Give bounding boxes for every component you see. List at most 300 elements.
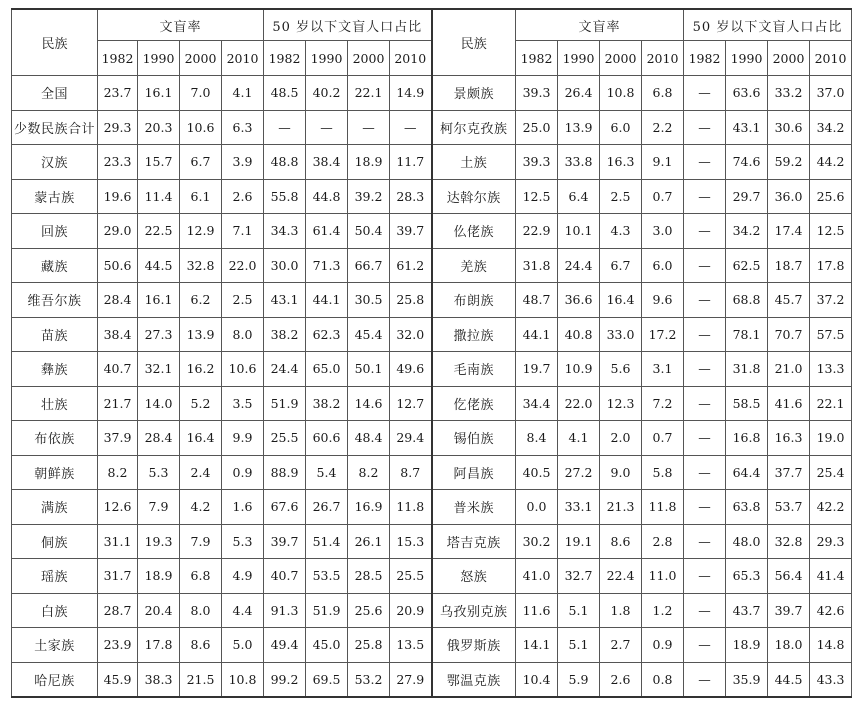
data-cell: 4.3 bbox=[600, 214, 642, 249]
data-cell: 50.6 bbox=[98, 248, 138, 283]
data-cell: 1.2 bbox=[642, 593, 684, 628]
data-cell: 10.6 bbox=[222, 352, 264, 387]
data-cell: 66.7 bbox=[348, 248, 390, 283]
data-cell: — bbox=[684, 179, 726, 214]
data-cell: 6.3 bbox=[222, 110, 264, 145]
data-cell: 4.4 bbox=[222, 593, 264, 628]
data-cell: 22.4 bbox=[600, 559, 642, 594]
table-row bbox=[12, 110, 852, 145]
data-cell: 13.5 bbox=[390, 628, 432, 663]
data-cell: 34.2 bbox=[726, 214, 768, 249]
data-cell: 64.4 bbox=[726, 455, 768, 490]
data-cell: 16.2 bbox=[180, 352, 222, 387]
data-cell: 49.6 bbox=[390, 352, 432, 387]
data-cell: 28.4 bbox=[138, 421, 180, 456]
data-cell: 11.7 bbox=[390, 145, 432, 180]
data-cell: 40.2 bbox=[306, 76, 348, 111]
table-body bbox=[12, 76, 852, 698]
data-cell: 22.0 bbox=[558, 386, 600, 421]
data-cell: 19.7 bbox=[516, 352, 558, 387]
data-cell: 34.3 bbox=[264, 214, 306, 249]
data-cell: 6.2 bbox=[180, 283, 222, 318]
data-cell: 22.0 bbox=[222, 248, 264, 283]
data-cell: 69.5 bbox=[306, 662, 348, 697]
data-cell: 31.8 bbox=[726, 352, 768, 387]
year-header: 2000 bbox=[768, 41, 810, 76]
data-cell: 19.3 bbox=[138, 524, 180, 559]
data-cell: 11.8 bbox=[642, 490, 684, 525]
data-cell: 28.4 bbox=[98, 283, 138, 318]
data-cell: 16.4 bbox=[600, 283, 642, 318]
ethnicity-name-left: 全国 bbox=[12, 76, 98, 111]
data-cell: 5.3 bbox=[138, 455, 180, 490]
table-row bbox=[12, 524, 852, 559]
data-cell: 61.2 bbox=[390, 248, 432, 283]
data-cell: 31.1 bbox=[98, 524, 138, 559]
data-cell: 2.8 bbox=[642, 524, 684, 559]
data-cell: 48.7 bbox=[516, 283, 558, 318]
ethnicity-name-left: 侗族 bbox=[12, 524, 98, 559]
data-cell: — bbox=[684, 559, 726, 594]
data-cell: 68.8 bbox=[726, 283, 768, 318]
data-cell: 55.8 bbox=[264, 179, 306, 214]
data-cell: 25.6 bbox=[348, 593, 390, 628]
data-cell: 26.4 bbox=[558, 76, 600, 111]
data-cell: 40.5 bbox=[516, 455, 558, 490]
data-cell: 48.8 bbox=[264, 145, 306, 180]
data-cell: 25.5 bbox=[390, 559, 432, 594]
data-cell: 21.7 bbox=[98, 386, 138, 421]
year-header: 2010 bbox=[642, 41, 684, 76]
table-row bbox=[12, 145, 852, 180]
data-cell: 51.9 bbox=[306, 593, 348, 628]
ethnicity-name-right: 达斡尔族 bbox=[432, 179, 516, 214]
data-cell: 5.4 bbox=[306, 455, 348, 490]
data-cell: 48.0 bbox=[726, 524, 768, 559]
illiteracy-rate-header-left: 文盲率 bbox=[98, 9, 264, 41]
ethnicity-name-right: 景颇族 bbox=[432, 76, 516, 111]
data-cell: 39.7 bbox=[264, 524, 306, 559]
data-cell: 10.8 bbox=[600, 76, 642, 111]
data-cell: 0.8 bbox=[642, 662, 684, 697]
ethnicity-name-right: 乌孜别克族 bbox=[432, 593, 516, 628]
data-cell: 3.5 bbox=[222, 386, 264, 421]
data-cell: — bbox=[684, 593, 726, 628]
data-cell: 4.9 bbox=[222, 559, 264, 594]
year-header: 1982 bbox=[684, 41, 726, 76]
ethnicity-name-right: 塔吉克族 bbox=[432, 524, 516, 559]
data-cell: 2.5 bbox=[600, 179, 642, 214]
data-cell: 29.4 bbox=[390, 421, 432, 456]
data-cell: 16.9 bbox=[348, 490, 390, 525]
data-cell: 40.7 bbox=[264, 559, 306, 594]
data-cell: 28.5 bbox=[348, 559, 390, 594]
year-header: 2010 bbox=[222, 41, 264, 76]
data-cell: 45.0 bbox=[306, 628, 348, 663]
data-cell: 26.7 bbox=[306, 490, 348, 525]
data-cell: 29.3 bbox=[810, 524, 852, 559]
data-cell: 53.2 bbox=[348, 662, 390, 697]
data-cell: 48.5 bbox=[264, 76, 306, 111]
data-cell: 27.2 bbox=[558, 455, 600, 490]
table-row bbox=[12, 662, 852, 697]
data-cell: 8.6 bbox=[600, 524, 642, 559]
data-cell: 15.3 bbox=[390, 524, 432, 559]
ethnicity-name-left: 苗族 bbox=[12, 317, 98, 352]
data-cell: 38.4 bbox=[98, 317, 138, 352]
data-cell: 6.4 bbox=[558, 179, 600, 214]
data-cell: — bbox=[684, 455, 726, 490]
ethnicity-name-left: 回族 bbox=[12, 214, 98, 249]
data-cell: 20.9 bbox=[390, 593, 432, 628]
ethnicity-name-right: 锡伯族 bbox=[432, 421, 516, 456]
table-row bbox=[12, 76, 852, 111]
data-cell: 39.3 bbox=[516, 76, 558, 111]
data-cell: 34.4 bbox=[516, 386, 558, 421]
data-cell: 32.8 bbox=[768, 524, 810, 559]
data-cell: 22.9 bbox=[516, 214, 558, 249]
data-cell: 41.4 bbox=[810, 559, 852, 594]
data-cell: — bbox=[684, 352, 726, 387]
data-cell: 38.4 bbox=[306, 145, 348, 180]
year-header: 1990 bbox=[138, 41, 180, 76]
table-row bbox=[12, 317, 852, 352]
data-cell: 38.3 bbox=[138, 662, 180, 697]
data-cell: 45.7 bbox=[768, 283, 810, 318]
table-row bbox=[12, 214, 852, 249]
data-cell: 14.0 bbox=[138, 386, 180, 421]
data-cell: 2.4 bbox=[180, 455, 222, 490]
data-cell: 11.0 bbox=[642, 559, 684, 594]
data-cell: 2.0 bbox=[600, 421, 642, 456]
data-cell: 30.5 bbox=[348, 283, 390, 318]
ethnicity-name-left: 布依族 bbox=[12, 421, 98, 456]
data-cell: 5.8 bbox=[642, 455, 684, 490]
data-cell: 44.8 bbox=[306, 179, 348, 214]
ethnicity-name-right: 鄂温克族 bbox=[432, 662, 516, 697]
ethnicity-name-right: 普米族 bbox=[432, 490, 516, 525]
data-cell: 5.3 bbox=[222, 524, 264, 559]
data-cell: 12.5 bbox=[516, 179, 558, 214]
data-cell: 30.0 bbox=[264, 248, 306, 283]
data-cell: 39.2 bbox=[348, 179, 390, 214]
data-cell: 23.3 bbox=[98, 145, 138, 180]
data-cell: — bbox=[684, 386, 726, 421]
year-header: 1990 bbox=[558, 41, 600, 76]
data-cell: — bbox=[684, 421, 726, 456]
data-cell: 65.3 bbox=[726, 559, 768, 594]
ethnicity-name-left: 满族 bbox=[12, 490, 98, 525]
data-cell: — bbox=[684, 283, 726, 318]
data-cell: 40.7 bbox=[98, 352, 138, 387]
data-cell: 58.5 bbox=[726, 386, 768, 421]
year-header: 2000 bbox=[348, 41, 390, 76]
data-cell: 21.0 bbox=[768, 352, 810, 387]
data-cell: 30.6 bbox=[768, 110, 810, 145]
data-cell: 14.1 bbox=[516, 628, 558, 663]
data-cell: 12.9 bbox=[180, 214, 222, 249]
ethnicity-header-left: 民族 bbox=[12, 9, 98, 76]
year-header: 2000 bbox=[600, 41, 642, 76]
data-cell: 26.1 bbox=[348, 524, 390, 559]
data-cell: 9.0 bbox=[600, 455, 642, 490]
under50-share-header-left: 50 岁以下文盲人口占比 bbox=[264, 9, 432, 41]
data-cell: 44.1 bbox=[306, 283, 348, 318]
data-cell: 8.6 bbox=[180, 628, 222, 663]
ethnicity-name-left: 哈尼族 bbox=[12, 662, 98, 697]
data-cell: 31.7 bbox=[98, 559, 138, 594]
data-cell: 10.6 bbox=[180, 110, 222, 145]
data-cell: 22.1 bbox=[810, 386, 852, 421]
data-cell: 59.2 bbox=[768, 145, 810, 180]
data-cell: 50.4 bbox=[348, 214, 390, 249]
year-header: 2010 bbox=[390, 41, 432, 76]
data-cell: 22.5 bbox=[138, 214, 180, 249]
data-cell: 10.1 bbox=[558, 214, 600, 249]
data-cell: — bbox=[684, 110, 726, 145]
data-cell: 13.9 bbox=[558, 110, 600, 145]
data-cell: 16.1 bbox=[138, 283, 180, 318]
year-header: 2000 bbox=[180, 41, 222, 76]
data-cell: 33.8 bbox=[558, 145, 600, 180]
data-cell: 17.2 bbox=[642, 317, 684, 352]
year-header: 1982 bbox=[264, 41, 306, 76]
data-cell: 14.8 bbox=[810, 628, 852, 663]
data-cell: 19.6 bbox=[98, 179, 138, 214]
year-header: 1982 bbox=[516, 41, 558, 76]
ethnicity-name-left: 藏族 bbox=[12, 248, 98, 283]
data-cell: 71.3 bbox=[306, 248, 348, 283]
year-header: 1990 bbox=[306, 41, 348, 76]
data-cell: 16.3 bbox=[768, 421, 810, 456]
data-cell: 38.2 bbox=[306, 386, 348, 421]
data-cell: 20.4 bbox=[138, 593, 180, 628]
data-cell: 70.7 bbox=[768, 317, 810, 352]
data-cell: 25.5 bbox=[264, 421, 306, 456]
data-cell: 1.8 bbox=[600, 593, 642, 628]
data-cell: — bbox=[684, 628, 726, 663]
data-cell: 13.9 bbox=[180, 317, 222, 352]
data-cell: 22.1 bbox=[348, 76, 390, 111]
data-cell: 31.8 bbox=[516, 248, 558, 283]
table-row bbox=[12, 455, 852, 490]
data-cell: 2.2 bbox=[642, 110, 684, 145]
ethnicity-name-left: 少数民族合计 bbox=[12, 110, 98, 145]
data-cell: 35.9 bbox=[726, 662, 768, 697]
data-cell: 2.7 bbox=[600, 628, 642, 663]
illiteracy-rate-header-right: 文盲率 bbox=[516, 9, 684, 41]
data-cell: 43.3 bbox=[810, 662, 852, 697]
ethnicity-name-left: 朝鲜族 bbox=[12, 455, 98, 490]
data-cell: 8.4 bbox=[516, 421, 558, 456]
data-cell: — bbox=[684, 490, 726, 525]
data-cell: 2.6 bbox=[222, 179, 264, 214]
data-cell: 37.7 bbox=[768, 455, 810, 490]
data-cell: 8.0 bbox=[222, 317, 264, 352]
data-cell: 0.7 bbox=[642, 179, 684, 214]
table-row bbox=[12, 283, 852, 318]
data-cell: 44.5 bbox=[768, 662, 810, 697]
data-cell: 10.4 bbox=[516, 662, 558, 697]
data-cell: 36.6 bbox=[558, 283, 600, 318]
data-cell: 61.4 bbox=[306, 214, 348, 249]
data-cell: 6.0 bbox=[642, 248, 684, 283]
data-cell: — bbox=[684, 214, 726, 249]
ethnicity-name-right: 羌族 bbox=[432, 248, 516, 283]
data-cell: 21.3 bbox=[600, 490, 642, 525]
data-cell: — bbox=[684, 524, 726, 559]
data-cell: 25.8 bbox=[348, 628, 390, 663]
data-cell: 5.1 bbox=[558, 593, 600, 628]
data-cell: 6.7 bbox=[180, 145, 222, 180]
data-cell: 29.7 bbox=[726, 179, 768, 214]
table-row bbox=[12, 352, 852, 387]
data-cell: 39.7 bbox=[390, 214, 432, 249]
data-cell: 11.6 bbox=[516, 593, 558, 628]
data-cell: 5.1 bbox=[558, 628, 600, 663]
data-cell: — bbox=[684, 248, 726, 283]
data-cell: 10.8 bbox=[222, 662, 264, 697]
data-cell: — bbox=[684, 145, 726, 180]
ethnicity-name-left: 蒙古族 bbox=[12, 179, 98, 214]
data-cell: 16.4 bbox=[180, 421, 222, 456]
data-cell: 17.4 bbox=[768, 214, 810, 249]
data-cell: 6.0 bbox=[600, 110, 642, 145]
data-cell: 30.2 bbox=[516, 524, 558, 559]
data-cell: 12.5 bbox=[810, 214, 852, 249]
ethnicity-header-right: 民族 bbox=[432, 9, 516, 76]
data-cell: 45.9 bbox=[98, 662, 138, 697]
data-cell: 88.9 bbox=[264, 455, 306, 490]
data-cell: 4.1 bbox=[222, 76, 264, 111]
data-cell: 43.7 bbox=[726, 593, 768, 628]
data-cell: 5.9 bbox=[558, 662, 600, 697]
ethnicity-name-right: 撒拉族 bbox=[432, 317, 516, 352]
ethnicity-name-left: 瑶族 bbox=[12, 559, 98, 594]
data-cell: 32.1 bbox=[138, 352, 180, 387]
table-row bbox=[12, 490, 852, 525]
data-cell: 43.1 bbox=[264, 283, 306, 318]
data-cell: 16.3 bbox=[600, 145, 642, 180]
data-cell: 5.6 bbox=[600, 352, 642, 387]
data-cell: 27.9 bbox=[390, 662, 432, 697]
data-cell: 18.7 bbox=[768, 248, 810, 283]
data-cell: 56.4 bbox=[768, 559, 810, 594]
data-cell: 4.1 bbox=[558, 421, 600, 456]
data-cell: 32.8 bbox=[180, 248, 222, 283]
data-cell: 28.3 bbox=[390, 179, 432, 214]
data-cell: 15.7 bbox=[138, 145, 180, 180]
data-cell: 11.4 bbox=[138, 179, 180, 214]
data-cell: 65.0 bbox=[306, 352, 348, 387]
data-cell: 4.2 bbox=[180, 490, 222, 525]
data-cell: 57.5 bbox=[810, 317, 852, 352]
year-header: 1982 bbox=[98, 41, 138, 76]
data-cell: 8.0 bbox=[180, 593, 222, 628]
data-cell: 2.5 bbox=[222, 283, 264, 318]
data-cell: 19.0 bbox=[810, 421, 852, 456]
data-cell: — bbox=[264, 110, 306, 145]
data-cell: 12.3 bbox=[600, 386, 642, 421]
data-cell: 12.7 bbox=[390, 386, 432, 421]
ethnicity-name-right: 毛南族 bbox=[432, 352, 516, 387]
data-cell: 28.7 bbox=[98, 593, 138, 628]
data-cell: 74.6 bbox=[726, 145, 768, 180]
data-cell: 6.1 bbox=[180, 179, 222, 214]
table-row bbox=[12, 559, 852, 594]
data-cell: 60.6 bbox=[306, 421, 348, 456]
data-cell: 34.2 bbox=[810, 110, 852, 145]
data-cell: 0.0 bbox=[516, 490, 558, 525]
data-cell: 42.2 bbox=[810, 490, 852, 525]
data-cell: 24.4 bbox=[558, 248, 600, 283]
ethnicity-name-right: 仡佬族 bbox=[432, 386, 516, 421]
data-cell: 2.6 bbox=[600, 662, 642, 697]
data-cell: 24.4 bbox=[264, 352, 306, 387]
ethnicity-name-left: 彝族 bbox=[12, 352, 98, 387]
data-cell: 18.0 bbox=[768, 628, 810, 663]
data-cell: 0.7 bbox=[642, 421, 684, 456]
data-cell: 45.4 bbox=[348, 317, 390, 352]
data-cell: 29.0 bbox=[98, 214, 138, 249]
data-cell: 3.1 bbox=[642, 352, 684, 387]
data-cell: 63.6 bbox=[726, 76, 768, 111]
data-cell: 21.5 bbox=[180, 662, 222, 697]
data-cell: 62.5 bbox=[726, 248, 768, 283]
data-cell: 14.6 bbox=[348, 386, 390, 421]
ethnicity-name-right: 仫佬族 bbox=[432, 214, 516, 249]
data-cell: 40.8 bbox=[558, 317, 600, 352]
data-cell: 25.4 bbox=[810, 455, 852, 490]
data-cell: 44.5 bbox=[138, 248, 180, 283]
data-cell: 12.6 bbox=[98, 490, 138, 525]
data-cell: 9.1 bbox=[642, 145, 684, 180]
data-cell: — bbox=[684, 317, 726, 352]
data-cell: 18.9 bbox=[348, 145, 390, 180]
data-cell: 11.8 bbox=[390, 490, 432, 525]
data-cell: 32.0 bbox=[390, 317, 432, 352]
data-cell: 13.3 bbox=[810, 352, 852, 387]
data-cell: 7.9 bbox=[138, 490, 180, 525]
illiteracy-table bbox=[11, 8, 852, 698]
data-cell: 50.1 bbox=[348, 352, 390, 387]
data-cell: — bbox=[684, 76, 726, 111]
data-cell: 25.8 bbox=[390, 283, 432, 318]
data-cell: 14.9 bbox=[390, 76, 432, 111]
data-cell: — bbox=[306, 110, 348, 145]
ethnicity-name-right: 布朗族 bbox=[432, 283, 516, 318]
data-cell: 23.9 bbox=[98, 628, 138, 663]
data-cell: 53.5 bbox=[306, 559, 348, 594]
data-cell: 27.3 bbox=[138, 317, 180, 352]
data-cell: 36.0 bbox=[768, 179, 810, 214]
data-cell: — bbox=[684, 662, 726, 697]
data-cell: 41.6 bbox=[768, 386, 810, 421]
data-cell: 8.2 bbox=[348, 455, 390, 490]
data-cell: 5.0 bbox=[222, 628, 264, 663]
data-cell: 32.7 bbox=[558, 559, 600, 594]
data-cell: 42.6 bbox=[810, 593, 852, 628]
data-cell: 91.3 bbox=[264, 593, 306, 628]
data-cell: 67.6 bbox=[264, 490, 306, 525]
data-cell: 7.1 bbox=[222, 214, 264, 249]
year-header: 2010 bbox=[810, 41, 852, 76]
data-cell: 0.9 bbox=[222, 455, 264, 490]
under50-share-header-right: 50 岁以下文盲人口占比 bbox=[684, 9, 852, 41]
data-cell: 7.0 bbox=[180, 76, 222, 111]
table-row bbox=[12, 248, 852, 283]
data-cell: 7.9 bbox=[180, 524, 222, 559]
